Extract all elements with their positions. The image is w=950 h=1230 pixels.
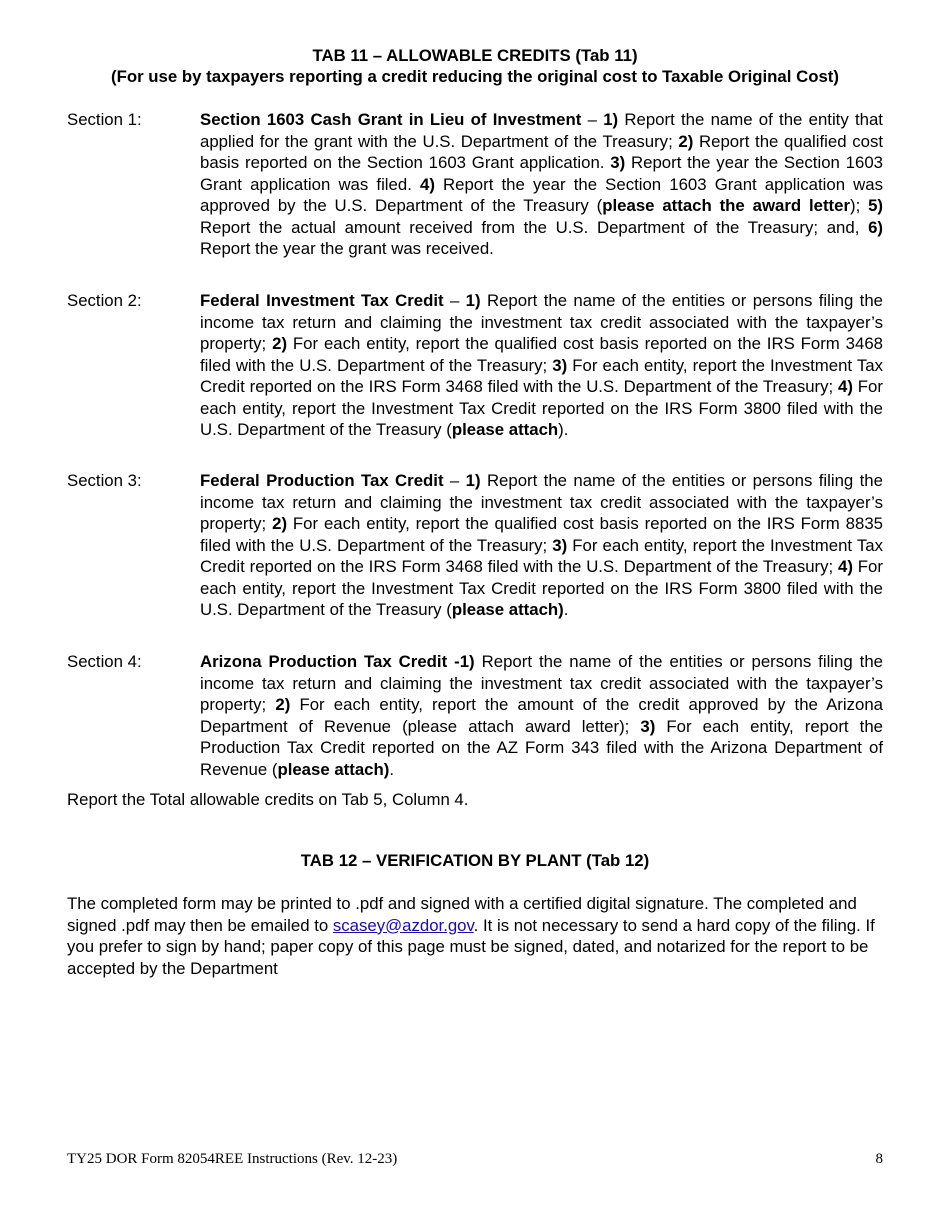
tab11-title: TAB 11 – ALLOWABLE CREDITS (Tab 11) <box>312 46 638 65</box>
tab12-title: TAB 12 – VERIFICATION BY PLANT (Tab 12) <box>300 851 650 870</box>
section-body: Arizona Production Tax Credit -1) Report the name of the entities or persons filing the income tax return and claiming the investment tax credit associated with the taxpayer’s property; 2) For each entity, report the amount of the credit approved by the Arizona Department of Revenue (please attach award letter); 3) For each entity, report the Production Tax Credit reported on the AZ Form 343 filed with the Arizona Department of Revenue (please attach). <box>200 652 883 779</box>
tab11-subtitle: (For use by taxpayers reporting a credit reducing the original cost to Taxable Original Cost) <box>111 67 839 86</box>
section-label: Section 1: <box>67 110 142 129</box>
section-label: Section 2: <box>67 291 142 310</box>
email-link[interactable]: scasey@azdor.gov <box>332 915 474 935</box>
section-1 <box>67 109 883 260</box>
page-footer <box>67 1150 883 1168</box>
page-number: 8 <box>875 1151 883 1167</box>
section-body: Section 1603 Cash Grant in Lieu of Investment – 1) Report the name of the entity that applied for the grant with the U.S. Department of the Treasury; 2) Report the qualified cost basis reported on the Section 1603 Grant application. 3) Report the year the Section 1603 Grant application was filed. 4) Report the year the Section 1603 Grant application was approved by the U.S. Department of the Treasury (please attach the award letter); 5) Report the actual amount received from the U.S. Department of the Treasury; and, 6) Report the year the grant was received. <box>200 110 883 258</box>
section-heading: Arizona Production Tax Credit -1) <box>200 652 475 671</box>
total-credits-note: Report the Total allowable credits on Tab 5, Column 4. <box>67 790 469 809</box>
section-2 <box>67 290 883 441</box>
section-heading: Section 1603 Cash Grant in Lieu of Investment <box>200 110 582 129</box>
tab12-paragraph: The completed form may be printed to .pdf and signed with a certified digital signature. The completed and signed .pdf may then be emailed to scasey@azdor.gov. It is not necessary to send a hard copy of the filing. If you prefer to sign by hand; paper copy of this page must be signed, dated, and notarized for the report to be accepted by the Department <box>67 894 875 978</box>
section-heading: Federal Investment Tax Credit <box>200 291 444 310</box>
tab11-header <box>67 45 883 87</box>
section-4 <box>67 651 883 780</box>
section-label: Section 4: <box>67 652 142 671</box>
section-label: Section 3: <box>67 471 142 490</box>
section-3 <box>67 470 883 621</box>
form-identifier: TY25 DOR Form 82054REE Instructions (Rev. 12-23) <box>67 1151 398 1167</box>
section-body: Federal Investment Tax Credit – 1) Report the name of the entities or persons filing the income tax return and claiming the investment tax credit associated with the taxpayer’s property; 2) For each entity, report the qualified cost basis reported on the IRS Form 3468 filed with the U.S. Department of the Treasury; 3) For each entity, report the Investment Tax Credit reported on the IRS Form 3468 filed with the U.S. Department of the Treasury; 4) For each entity, report the Investment Tax Credit reported on the IRS Form 3800 filed with the U.S. Department of the Treasury (please attach). <box>200 291 883 439</box>
section-body: Federal Production Tax Credit – 1) Report the name of the entities or persons filing the income tax return and claiming the investment tax credit associated with the taxpayer’s property; 2) For each entity, report the qualified cost basis reported on the IRS Form 8835 filed with the U.S. Department of the Treasury; 3) For each entity, report the Investment Tax Credit reported on the IRS Form 3468 filed with the U.S. Department of the Treasury; 4) For each entity, report the Investment Tax Credit reported on the IRS Form 3800 filed with the U.S. Department of the Treasury (please attach). <box>200 471 883 619</box>
section-heading: Federal Production Tax Credit <box>200 471 444 490</box>
